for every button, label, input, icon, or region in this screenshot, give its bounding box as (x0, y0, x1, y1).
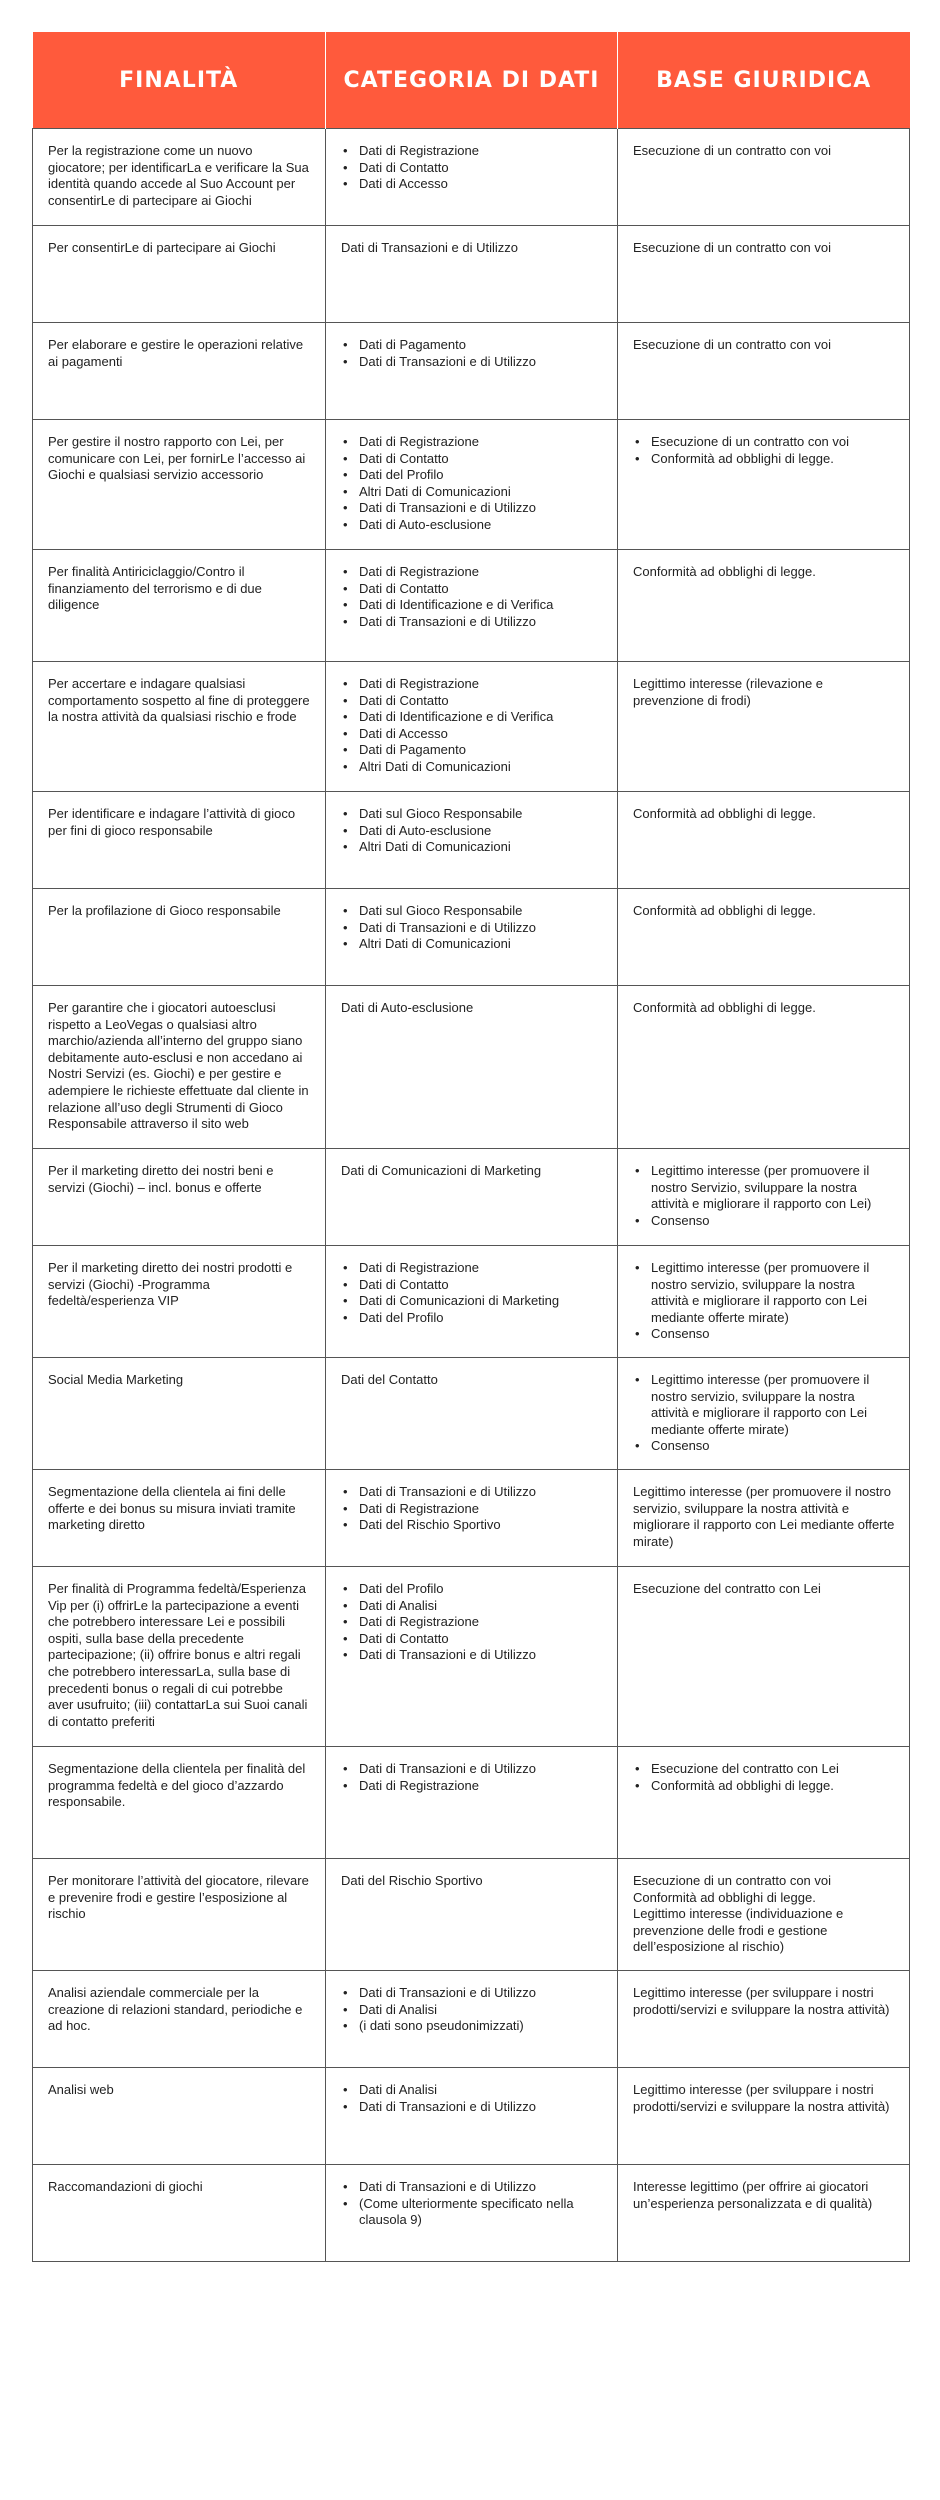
legal-basis-cell (618, 1859, 910, 1971)
purpose-cell: Raccomandazioni di giochi (33, 2165, 326, 2262)
table-row (33, 792, 910, 889)
list-item: • Dati di Accesso (341, 176, 603, 193)
purpose-cell: Per il marketing diretto dei nostri prodotti e servizi (Giochi) -Programma fedeltà/esperienza VIP (33, 1246, 326, 1358)
category-cell (326, 2165, 618, 2262)
list-item: • Dati di Contatto (341, 581, 603, 598)
cell-line: Esecuzione di un contratto con voi (633, 143, 832, 158)
list-item: • Dati di Transazioni e di Utilizzo (341, 2099, 603, 2116)
purpose-cell: Per garantire che i giocatori autoesclusi rispetto a LeoVegas o qualsiasi altro marchio/azienda all’interno del gruppo siano debitamente auto-esclusi e non accedano ai Nostri Servizi (es. Giochi) e per gestire e adempiere le richieste effettuate dal cliente in relazione all’uso degli Strumenti di Gioco Responsabile attraverso il sito web (33, 986, 326, 1149)
purpose-cell: Per consentirLe di partecipare ai Giochi (33, 226, 326, 323)
legal-basis-cell (618, 889, 910, 986)
table-row (33, 226, 910, 323)
legal-basis-cell (618, 1567, 910, 1747)
list-item: • Dati di Contatto (341, 1631, 603, 1648)
list-item: • (Come ulteriormente specificato nella clausola 9) (341, 2196, 603, 2229)
table-row (33, 550, 910, 662)
category-cell (326, 129, 618, 226)
list-item: • Dati di Auto-esclusione (341, 823, 603, 840)
list-item: • Esecuzione di un contratto con voi (633, 434, 895, 451)
list-item: • Dati di Transazioni e di Utilizzo (341, 1761, 603, 1778)
legal-basis-cell (618, 226, 910, 323)
category-cell (326, 986, 618, 1149)
list-item: • Dati di Identificazione e di Verifica (341, 709, 603, 726)
category-cell-list (341, 2082, 603, 2115)
purpose-cell: Per identificare e indagare l’attività di gioco per fini di gioco responsabile (33, 792, 326, 889)
legal-basis-cell (618, 986, 910, 1149)
cell-line: Esecuzione di un contratto con voi (633, 1873, 832, 1888)
list-item: • Dati di Transazioni e di Utilizzo (341, 614, 603, 631)
category-cell-list (341, 1484, 603, 1534)
list-item: • Dati di Pagamento (341, 337, 603, 354)
cell-line: Conformità ad obblighi di legge. (633, 806, 816, 821)
category-cell (326, 1149, 618, 1246)
list-item: • Dati di Contatto (341, 451, 603, 468)
table-header-row (33, 32, 910, 129)
legal-basis-cell (618, 1246, 910, 1358)
purpose-cell: Segmentazione della clientela per finalità del programma fedeltà e del gioco d’azzardo responsabile. (33, 1747, 326, 1859)
list-item: • Legittimo interesse (per promuovere il nostro Servizio, sviluppare la nostra attività e migliorare il rapporto con Lei) (633, 1163, 895, 1213)
table-row (33, 1747, 910, 1859)
category-cell (326, 2068, 618, 2165)
purpose-cell: Analisi aziendale commerciale per la creazione di relazioni standard, periodiche e ad hoc. (33, 1971, 326, 2068)
table-row (33, 129, 910, 226)
legal-basis-cell-list (633, 1761, 895, 1794)
list-item: • Dati di Transazioni e di Utilizzo (341, 500, 603, 517)
purpose-cell: Per monitorare l’attività del giocatore, rilevare e prevenire frodi e gestire l’esposizione al rischio (33, 1859, 326, 1971)
legal-basis-cell (618, 1149, 910, 1246)
cell-line: Esecuzione di un contratto con voi (633, 337, 832, 352)
data-processing-table (32, 32, 910, 2262)
category-cell (326, 226, 618, 323)
list-item: • Consenso (633, 1213, 895, 1230)
cell-line: Conformità ad obblighi di legge. (633, 1889, 816, 1905)
legal-basis-cell-list (633, 1260, 895, 1343)
legal-basis-cell (618, 550, 910, 662)
purpose-cell: Per finalità di Programma fedeltà/Esperienza Vip per (i) offrirLe la partecipazione a eventi che potrebbero interessare Lei e possibili ospiti, sulla base della precedente partecipazione; (ii) offrire bonus e altri regali che potrebbero interessarLa, sulla base di precedenti bonus o regali di cui potrebbe aver usufruito; (iii) contattarLa sui Suoi canali di contatto preferiti (33, 1567, 326, 1747)
table-row (33, 420, 910, 550)
list-item: • Dati di Pagamento (341, 742, 603, 759)
list-item: • Dati di Transazioni e di Utilizzo (341, 354, 603, 371)
cell-line: Conformità ad obblighi di legge. (633, 1000, 816, 1015)
list-item: • Conformità ad obblighi di legge. (633, 451, 895, 468)
header-categoria-di-dati: CATEGORIA DI DATI (326, 32, 618, 129)
list-item: • Dati di Transazioni e di Utilizzo (341, 920, 603, 937)
category-cell (326, 1567, 618, 1747)
category-cell-list (341, 1581, 603, 1664)
cell-line: Legittimo interesse (individuazione e prevenzione delle frodi e gestione dell’esposizione al rischio) (633, 1906, 844, 1955)
category-cell-list (341, 143, 603, 193)
list-item: • Esecuzione del contratto con Lei (633, 1761, 895, 1778)
category-cell (326, 1470, 618, 1567)
legal-basis-cell-list (633, 434, 895, 467)
legal-basis-cell (618, 1358, 910, 1470)
category-cell-list (341, 1260, 603, 1326)
category-cell-list (341, 434, 603, 534)
table-row (33, 1358, 910, 1470)
table-row (33, 1246, 910, 1358)
list-item: • Dati di Identificazione e di Verifica (341, 597, 603, 614)
legal-basis-cell-list (633, 1163, 895, 1229)
header-finalita: FINALITÀ (33, 32, 326, 129)
list-item: • Dati di Registrazione (341, 143, 603, 160)
cell-line: Esecuzione del contratto con Lei (633, 1581, 821, 1596)
list-item: • Dati sul Gioco Responsabile (341, 806, 603, 823)
cell-line: Dati di Auto-esclusione (341, 1000, 474, 1015)
list-item: • Altri Dati di Comunicazioni (341, 839, 603, 856)
purpose-cell: Per elaborare e gestire le operazioni relative ai pagamenti (33, 323, 326, 420)
table-row (33, 889, 910, 986)
cell-line: Dati del Rischio Sportivo (341, 1873, 483, 1888)
category-cell-list (341, 337, 603, 370)
category-cell (326, 792, 618, 889)
list-item: • Dati di Transazioni e di Utilizzo (341, 1985, 603, 2002)
list-item: • Dati di Registrazione (341, 676, 603, 693)
purpose-cell: Per il marketing diretto dei nostri beni e servizi (Giochi) – incl. bonus e offerte (33, 1149, 326, 1246)
cell-line: Dati di Comunicazioni di Marketing (341, 1163, 542, 1178)
cell-line: Conformità ad obblighi di legge. (633, 903, 816, 918)
list-item: • Dati di Registrazione (341, 1501, 603, 1518)
table-row (33, 2068, 910, 2165)
legal-basis-cell (618, 1971, 910, 2068)
legal-basis-cell (618, 662, 910, 792)
list-item: • Dati di Transazioni e di Utilizzo (341, 2179, 603, 2196)
table-row (33, 1971, 910, 2068)
category-cell (326, 1971, 618, 2068)
table-row (33, 986, 910, 1149)
category-cell (326, 420, 618, 550)
category-cell (326, 1246, 618, 1358)
list-item: • Dati di Registrazione (341, 1778, 603, 1795)
cell-line: Esecuzione di un contratto con voi (633, 240, 832, 255)
list-item: • Dati di Accesso (341, 726, 603, 743)
table-row (33, 1470, 910, 1567)
category-cell-list (341, 903, 603, 953)
list-item: • Dati di Transazioni e di Utilizzo (341, 1484, 603, 1501)
category-cell (326, 1859, 618, 1971)
list-item: • Dati del Profilo (341, 1310, 603, 1327)
list-item: • Dati di Analisi (341, 1598, 603, 1615)
category-cell-list (341, 2179, 603, 2229)
list-item: • (i dati sono pseudonimizzati) (341, 2018, 603, 2035)
list-item: • Dati di Registrazione (341, 564, 603, 581)
purpose-cell: Per la profilazione di Gioco responsabile (33, 889, 326, 986)
table-row (33, 662, 910, 792)
legal-basis-cell-list (633, 1372, 895, 1455)
cell-line: Legittimo interesse (per promuovere il nostro servizio, sviluppare la nostra attività e migliorare il rapporto con Lei mediante offerte mirate) (633, 1484, 895, 1549)
category-cell-list (341, 1761, 603, 1794)
legal-basis-cell (618, 323, 910, 420)
legal-basis-cell (618, 2165, 910, 2262)
list-item: • Dati di Contatto (341, 1277, 603, 1294)
list-item: • Dati di Registrazione (341, 434, 603, 451)
list-item: • Altri Dati di Comunicazioni (341, 936, 603, 953)
table-row (33, 1567, 910, 1747)
list-item: • Altri Dati di Comunicazioni (341, 759, 603, 776)
table-row (33, 1859, 910, 1971)
legal-basis-cell (618, 420, 910, 550)
header-base-giuridica: BASE GIURIDICA (618, 32, 910, 129)
category-cell (326, 323, 618, 420)
list-item: • Dati di Comunicazioni di Marketing (341, 1293, 603, 1310)
list-item: • Dati di Contatto (341, 693, 603, 710)
list-item: • Dati di Analisi (341, 2082, 603, 2099)
list-item: • Dati del Profilo (341, 1581, 603, 1598)
category-cell (326, 1358, 618, 1470)
table-row (33, 2165, 910, 2262)
list-item: • Dati sul Gioco Responsabile (341, 903, 603, 920)
list-item: • Conformità ad obblighi di legge. (633, 1778, 895, 1795)
cell-line: Conformità ad obblighi di legge. (633, 564, 816, 579)
legal-basis-cell (618, 1470, 910, 1567)
list-item: • Dati di Contatto (341, 160, 603, 177)
cell-line: Legittimo interesse (per sviluppare i nostri prodotti/servizi e sviluppare la nostra attività) (633, 1985, 890, 2017)
list-item: • Dati del Profilo (341, 467, 603, 484)
cell-line: Legittimo interesse (rilevazione e prevenzione di frodi) (633, 676, 824, 708)
purpose-cell: Per accertare e indagare qualsiasi comportamento sospetto al fine di proteggere la nostra attività da qualsiasi rischio e frode (33, 662, 326, 792)
legal-basis-cell (618, 792, 910, 889)
purpose-cell: Per finalità Antiriciclaggio/Contro il finanziamento del terrorismo e di due diligence (33, 550, 326, 662)
category-cell-list (341, 676, 603, 776)
category-cell (326, 662, 618, 792)
category-cell (326, 1747, 618, 1859)
cell-line: Dati di Transazioni e di Utilizzo (341, 240, 519, 255)
list-item: • Dati di Transazioni e di Utilizzo (341, 1647, 603, 1664)
category-cell-list (341, 1985, 603, 2035)
category-cell (326, 889, 618, 986)
category-cell-list (341, 564, 603, 630)
list-item: • Legittimo interesse (per promuovere il nostro servizio, sviluppare la nostra attività e migliorare il rapporto con Lei mediante offerte mirate) (633, 1260, 895, 1326)
list-item: • Consenso (633, 1438, 895, 1455)
purpose-cell: Analisi web (33, 2068, 326, 2165)
purpose-cell: Social Media Marketing (33, 1358, 326, 1470)
list-item: • Dati di Analisi (341, 2002, 603, 2019)
cell-line: Legittimo interesse (per sviluppare i nostri prodotti/servizi e sviluppare la nostra attività) (633, 2082, 890, 2114)
category-cell-list (341, 806, 603, 856)
legal-basis-cell (618, 1747, 910, 1859)
list-item: • Dati di Auto-esclusione (341, 517, 603, 534)
list-item: • Dati del Rischio Sportivo (341, 1517, 603, 1534)
cell-line: Interesse legittimo (per offrire ai giocatori un’esperienza personalizzata e di qualità) (633, 2179, 873, 2211)
purpose-cell: Per la registrazione come un nuovo giocatore; per identificarLa e verificare la Sua identità quando accede al Suo Account per consentirLe di partecipare ai Giochi (33, 129, 326, 226)
cell-line: Dati del Contatto (341, 1372, 438, 1387)
legal-basis-cell (618, 129, 910, 226)
category-cell (326, 550, 618, 662)
list-item: • Legittimo interesse (per promuovere il nostro servizio, sviluppare la nostra attività e migliorare il rapporto con Lei mediante offerte mirate) (633, 1372, 895, 1438)
list-item: • Consenso (633, 1326, 895, 1343)
list-item: • Dati di Registrazione (341, 1260, 603, 1277)
list-item: • Dati di Registrazione (341, 1614, 603, 1631)
table-row (33, 323, 910, 420)
table-row (33, 1149, 910, 1246)
legal-basis-cell (618, 2068, 910, 2165)
purpose-cell: Per gestire il nostro rapporto con Lei, per comunicare con Lei, per fornirLe l’accesso ai Giochi e qualsiasi servizio accessorio (33, 420, 326, 550)
list-item: • Altri Dati di Comunicazioni (341, 484, 603, 501)
purpose-cell: Segmentazione della clientela ai fini delle offerte e dei bonus su misura inviati tramite marketing diretto (33, 1470, 326, 1567)
